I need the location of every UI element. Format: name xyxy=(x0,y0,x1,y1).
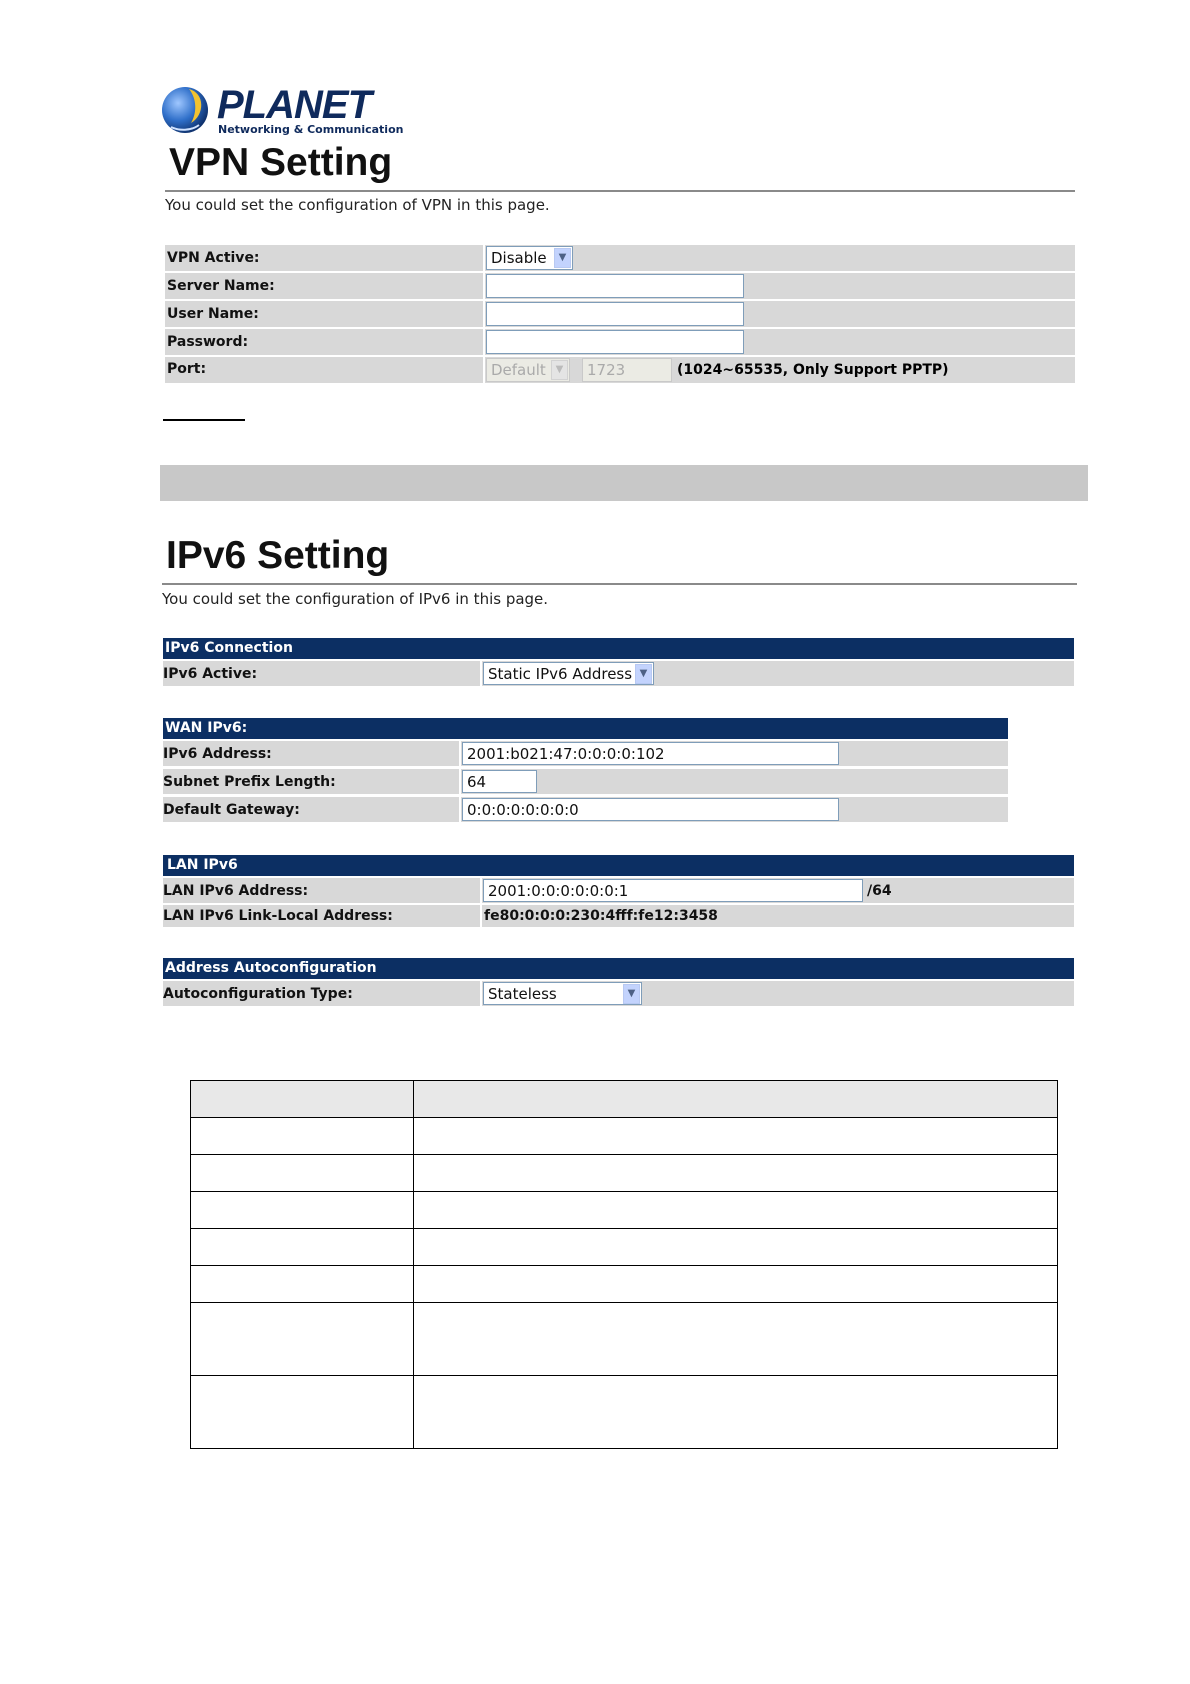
wan-gateway-label: Default Gateway: xyxy=(163,802,300,818)
parameter-description-table xyxy=(190,1080,1058,1449)
lan-ipv6-header: LAN IPv6 xyxy=(163,855,1074,876)
wan-gateway-input[interactable]: 0:0:0:0:0:0:0:0 xyxy=(462,798,839,821)
autoconf-header: Address Autoconfiguration xyxy=(163,958,1074,979)
table-cell xyxy=(191,1192,414,1229)
table-row xyxy=(191,1376,1058,1449)
lan-linklocal-label: LAN IPv6 Link-Local Address: xyxy=(163,908,393,924)
table-cell xyxy=(414,1303,1058,1376)
table-row xyxy=(191,1118,1058,1155)
short-divider xyxy=(163,419,245,421)
server-name-input[interactable] xyxy=(486,274,744,298)
vpn-active-label: VPN Active: xyxy=(167,250,260,266)
user-name-label: User Name: xyxy=(167,306,259,322)
wan-address-input[interactable]: 2001:b021:47:0:0:0:0:102 xyxy=(462,742,839,765)
password-input[interactable] xyxy=(486,330,744,354)
wan-ipv6-header: WAN IPv6: xyxy=(163,718,1008,739)
table-cell xyxy=(191,1118,414,1155)
table-cell xyxy=(414,1376,1058,1449)
autoconf-type-value: Stateless xyxy=(488,985,557,1003)
autoconf-type-label: Autoconfiguration Type: xyxy=(163,986,353,1002)
user-name-input[interactable] xyxy=(486,302,744,326)
chevron-down-icon: ▼ xyxy=(551,360,568,380)
table-cell xyxy=(414,1266,1058,1303)
port-label: Port: xyxy=(167,361,207,377)
ipv6-active-label: IPv6 Active: xyxy=(163,666,258,682)
table-row xyxy=(191,1229,1058,1266)
port-input[interactable]: 1723 xyxy=(582,358,672,382)
table-header-cell xyxy=(414,1081,1058,1118)
chevron-down-icon: ▼ xyxy=(554,248,571,268)
table-cell xyxy=(191,1376,414,1449)
port-mode-value: Default xyxy=(491,361,546,379)
table-header-row xyxy=(191,1081,1058,1118)
vpn-description: You could set the configuration of VPN in this page. xyxy=(165,196,550,214)
port-label-cell xyxy=(165,357,483,383)
chevron-down-icon: ▼ xyxy=(635,664,652,684)
lan-linklocal-value: fe80:0:0:0:230:4fff:fe12:3458 xyxy=(484,908,718,924)
table-row xyxy=(191,1192,1058,1229)
ipv6-active-value: Static IPv6 Address xyxy=(488,665,633,683)
vpn-active-value: Disable xyxy=(491,249,547,267)
table-row xyxy=(191,1155,1058,1192)
port-mode-select[interactable] xyxy=(486,358,570,382)
wan-address-label: IPv6 Address: xyxy=(163,746,272,762)
table-cell xyxy=(414,1192,1058,1229)
chevron-down-icon: ▼ xyxy=(623,984,640,1004)
table-cell xyxy=(191,1229,414,1266)
table-cell xyxy=(191,1303,414,1376)
ipv6-connection-header: IPv6 Connection xyxy=(163,638,1074,659)
wan-prefix-value-cell xyxy=(461,769,1008,794)
vpn-title-rule xyxy=(165,190,1075,192)
port-range-note: (1024~65535, Only Support PPTP) xyxy=(677,362,949,378)
vpn-form xyxy=(165,245,1075,385)
autoconf-type-select[interactable] xyxy=(483,982,642,1005)
ipv6-title-rule xyxy=(162,583,1077,585)
password-label: Password: xyxy=(167,334,249,350)
logo-wordmark: PLANET xyxy=(217,83,371,127)
ipv6-description: You could set the configuration of IPv6 in this page. xyxy=(162,590,549,608)
server-name-label: Server Name: xyxy=(167,278,275,294)
table-cell xyxy=(414,1229,1058,1266)
logo-tagline: Networking & Communication xyxy=(218,123,404,136)
lan-address-input[interactable]: 2001:0:0:0:0:0:0:1 xyxy=(483,879,863,902)
table-cell xyxy=(414,1155,1058,1192)
ipv6-page-title: IPv6 Setting xyxy=(166,534,390,577)
lan-prefix-suffix: /64 xyxy=(867,883,892,899)
table-cell xyxy=(191,1266,414,1303)
table-cell xyxy=(414,1118,1058,1155)
vpn-active-select[interactable] xyxy=(486,246,573,270)
lan-address-label: LAN IPv6 Address: xyxy=(163,883,309,899)
section-separator-bar xyxy=(160,465,1088,501)
wan-prefix-input[interactable]: 64 xyxy=(462,770,537,793)
ipv6-active-select[interactable] xyxy=(483,662,654,685)
vpn-active-value-cell xyxy=(485,245,1075,271)
table-header-cell xyxy=(191,1081,414,1118)
wan-prefix-label: Subnet Prefix Length: xyxy=(163,774,336,790)
table-row xyxy=(191,1266,1058,1303)
table-row xyxy=(191,1303,1058,1376)
table-cell xyxy=(191,1155,414,1192)
globe-icon xyxy=(161,83,211,135)
planet-logo xyxy=(161,83,404,139)
vpn-page-title: VPN Setting xyxy=(169,141,393,184)
